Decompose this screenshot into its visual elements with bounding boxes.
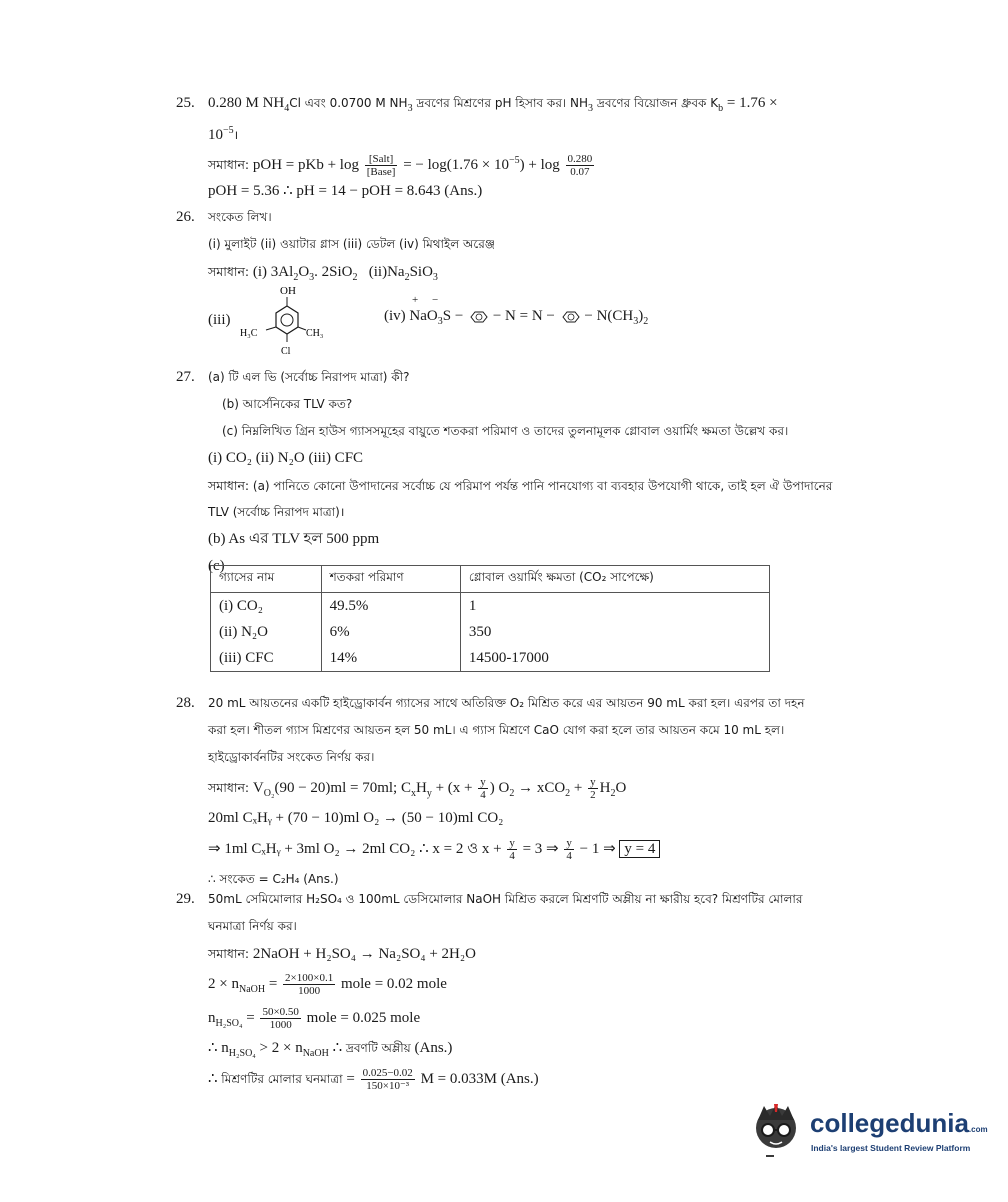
- question-28: 28. 20 mL আয়তনের একটি হাইড্রোকার্বন গ্যাসের সাথে অতিরিক্ত O₂ মিশ্রিত করে এর আয়তন 90 mL করা হল। এরপর তা দহন করা হল। শীতল গ্যাস মিশ্রণের আয়তন হল 50 mL। এ গ্যাস মিশ্রণে CaO যোগ করা হলে তার আয়তন কমে 10 mL হল। হাইড্রোকার্বনটির সংকেত নির্ণয় কর। সমাধান: $V_{O_2}(90 - 20)ml = 70ml$; $C_xH_y + (x$ + $\frac{y}{4}$ ) $O_2 \to xCO_2$ + $\frac{y}{2}$ $H_2O$ 20ml CₓHᵧ + (70 − 10)ml O₂ → (50 − 10)ml CO₂ ⇒ 1ml CₓHᵧ + 3ml O₂ → 2ml CO₂ ∴ x = 2 ও x + $\frac{y}{4}$ = 3 ⇒ $\frac{y}{4}$ − 1 ⇒ y = 4 ∴ সংকেত = C₂H₄ (Ans.): [176, 690, 856, 893]
- dettol-structure: [236, 282, 336, 360]
- fraction: $\frac{0.280}{0.07}$: [567, 153, 593, 179]
- question-number: 26.: [176, 209, 195, 225]
- q25-solution: সমাধান: pOH = pKb + log $\frac{\text{[Salt]}}{\text{[Base]}}$ = − $\log(1.76 \times 10^{-5}) + \log$ $\frac{0.280}{0.07}$: [208, 153, 593, 179]
- brand-name: collegedunia.com: [810, 1108, 988, 1138]
- question-number: 29.: [176, 891, 195, 907]
- q26-items: (i) মুলাইট (ii) ওয়াটার গ্লাস (iii) ডেটল (iv) মিথাইল অরেঞ্জ: [208, 237, 496, 251]
- benzene-ring-icon: [559, 310, 581, 324]
- table-header-row: গ্যাসের নাম শতকরা পরিমাণ গ্লোবাল ওয়ার্মিং ক্ষমতা (CO₂ সাপেক্ষে): [211, 566, 770, 593]
- bond: [266, 327, 276, 330]
- bond: [298, 327, 306, 330]
- boxed-answer: y = 4: [619, 840, 660, 858]
- aromatic-circle: [281, 314, 293, 326]
- fraction: $\frac{\text{[Salt]}}{\text{[Base]}}$: [366, 153, 396, 179]
- question-number: 27.: [176, 369, 195, 385]
- q26-solution: সমাধান: (i) $3Al_2O_3$. 2SiO$_2$ $(ii)Na_2SiO_3$: [208, 264, 438, 283]
- question-27: 27. (a) টি এল ভি (সর্বোচ্চ নিরাপদ মাত্রা) কী? (b) আর্সেনিকের TLV কত? (c) নিম্নলিখিত গ্রিন হাউস গ্যাসসমূহের বায়ুতে শতকরা পরিমাণ ও তাদের তুলনামূলক গ্লোবাল ওয়ার্মিং ক্ষমতা উল্লেখ কর। (i) CO₂ (ii) N₂O (iii) CFC সমাধান: (a) পানিতে কোনো উপাদানের সর্বোচ্চ যে পরিমাপ পর্যন্ত পানি পানযোগ্য বা ব্যবহার উপযোগী থাকে, তাই হল ঐ উপাদানের TLV (সর্বোচ্চ নিরাপদ মাত্রা)। (b) As এর TLV হল 500 ppm (c): [176, 364, 856, 580]
- benzene-ring-icon: [467, 310, 489, 324]
- benzene-ring: [276, 306, 298, 334]
- brand-tagline: India's largest Student Review Platform: [811, 1143, 971, 1153]
- table-row: (i) CO₂ 49.5% 1: [211, 593, 770, 620]
- q25-answer: pOH = 5.36 ∴ pH = 14 − pOH = 8.643 (Ans.): [208, 183, 483, 199]
- question-25: 25. 0.280 M $NH_4Cl$ এবং 0.0700 M $NH_3$ দ্রবণের মিশ্রণের pH হিসাব কর। $NH_3$ দ্রবণের বিয়োজন ধ্রুবক $K_b = 1.76$ × $10^{-5}।$ সমাধান: pOH = pKb + log $\frac{\text{[Salt]}}{\text{[Base]}}$ = − $\log(1.76 \times 10^{-5}) + \log$ $\frac{0.280}{0.07}$ pOH = 5.36 ∴ pH = 14 − pOH = 8.643 (Ans.): [176, 90, 856, 205]
- q28-solution-1: সমাধান: $V_{O_2}(90 - 20)ml = 70ml$; $C_xH_y + (x$ + $\frac{y}{4}$ ) $O_2 \to xCO_2$ + $\frac{y}{2}$ $H_2O$: [208, 776, 627, 802]
- methyl-orange-formula: + − (iv) NaO$_3$S − − N = N − − $N(CH_3)_2$: [384, 294, 649, 327]
- ch3-label: CH₃: [306, 328, 324, 339]
- table-row: (iii) CFC 14% 14500-17000: [211, 645, 770, 672]
- question-number: 28.: [176, 695, 195, 711]
- table-row: (ii) N₂O 6% 350: [211, 619, 770, 645]
- question-number: 25.: [176, 95, 195, 111]
- cl-label: Cl: [281, 346, 291, 357]
- oh-label: OH: [280, 285, 296, 297]
- q25-statement: 0.280 M $NH_4Cl$ এবং 0.0700 M $NH_3$ দ্রবণের মিশ্রণের pH হিসাব কর। $NH_3$ দ্রবণের বিয়োজন ধ্রুবক $K_b = 1.76$ ×: [208, 95, 778, 114]
- document-page: 25. 0.280 M $NH_4Cl$ এবং 0.0700 M $NH_3$ দ্রবণের মিশ্রণের pH হিসাব কর। $NH_3$ দ্রবণের বিয়োজন ধ্রুবক $K_b = 1.76$ × $10^{-5}।$ সমাধান: pOH = pKb + log $\frac{\text{[Salt]}}{\text{[Base]}}$ = − $\log(1.76 \times 10^{-5}) + \log$ $\frac{0.280}{0.07}$ pOH = 5.36 ∴ pH = 14 − pOH = 8.643 (Ans.) 26. সংকেত লিখ। (i) মুলাইট (ii) ওয়াটার গ্লাস (iii) ডেটল (iv) মিথাইল অরেঞ্জ সমাধান: (i) $3Al_2O_3$. 2SiO$_2$ $(ii)Na_2SiO_3$ (iii) OH H₃C CH₃ Cl + − (iv) NaO$_3$S − − N = N − − $N(CH_3)_2$ 27. (a) টি এল ভি (সর্বোচ্চ নিরাপদ মাত্রা) কী? (b) আর্সেনিকের TLV কত? (c) নিম্নলিখিত গ্রিন হাউস গ্যাসসমূহের বায়ুতে শতকরা পরিমাণ ও তাদের তুলনামূলক গ্লোবাল ওয়ার্মিং ক্ষমতা উল্লেখ কর। (i) CO₂ (ii) N₂O (iii) CFC সমাধান: (a) পানিতে কোনো উপাদানের সর্বোচ্চ যে পরিমাপ পর্যন্ত পানি পানযোগ্য বা ব্যবহার উপযোগী থাকে, তাই হল ঐ উপাদানের TLV (সর্বোচ্চ নিরাপদ মাত্রা)। (b) As এর TLV হল 500 ppm (c) গ্যাসের নাম শতকরা পরিমাণ গ্লোবাল ওয়ার্মিং ক্ষমতা (CO₂ সাপেক্ষে) (i) CO₂ 49.5% 1 (ii) N₂O 6% 350 (iii) CFC 14% 14500-17000 28. 20 mL আয়তনের একটি হাইড্রোকার্বন গ্যাসের সাথে অতিরিক্ত O₂ মিশ্রিত করে এর আয়তন 90 mL করা হল। এরপর তা দহন করা হল। শীতল গ্যাস মিশ্রণের আয়তন হল 50 mL। এ গ্যাস মিশ্রণে CaO যোগ করা হলে তার আয়তন কমে 10 mL হল। হাইড্রোকার্বনটির সংকেত নির্ণয় কর। সমাধান: $V_{O_2}(90 - 20)ml = 70ml$; $C_xH_y + (x$ + $\frac{y}{4}$ ) $O_2 \to xCO_2$ + $\frac{y}{2}$ $H_2O$ 20ml CₓHᵧ + (70 − 10)ml O₂ → (50 − 10)ml CO₂ ⇒ 1ml CₓHᵧ + 3ml O₂ → 2ml CO₂ ∴ x = 2 ও x + $\frac{y}{4}$ = 3 ⇒ $\frac{y}{4}$ − 1 ⇒ y = 4 ∴ সংকেত = C₂H₄ (Ans.) 29. 50mL সেমিমোলার H₂SO₄ ও 100mL ডেসিমোলার NaOH মিশ্রিত করলে মিশ্রণটি অম্লীয় না ক্ষারীয় হবে? মিশ্রণটির মোলার ঘনমাত্রা নির্ণয় কর। সমাধান: 2NaOH + H₂SO₄ → Na₂SO₄ + 2H₂O $2 \times n_{NaOH}$ = $\frac{2\times 100\times 0.1}{1000}$ mole = 0.02 mole $n_{H_2SO_4}$ = $\frac{50\times 0.50}{1000}$ mole = 0.025 mole ∴ $n_{H_2SO_4} > 2 \times n_{NaOH}$ ∴ দ্রবণটি অম্লীয় (Ans.) ∴ মিশ্রণটির মোলার ঘনমাত্রা = $\frac{0.025-0.02}{\text{150×10⁻³}}$ M = 0.033M (Ans.) collegedunia.com India's largest Student Review Platform: [0, 0, 1008, 1202]
- h3c-label: H₃C: [240, 328, 258, 339]
- question-29: 29. 50mL সেমিমোলার H₂SO₄ ও 100mL ডেসিমোলার NaOH মিশ্রিত করলে মিশ্রণটি অম্লীয় না ক্ষারীয় হবে? মিশ্রণটির মোলার ঘনমাত্রা নির্ণয় কর। সমাধান: 2NaOH + H₂SO₄ → Na₂SO₄ + 2H₂O $2 \times n_{NaOH}$ = $\frac{2\times 100\times 0.1}{1000}$ mole = 0.02 mole $n_{H_2SO_4}$ = $\frac{50\times 0.50}{1000}$ mole = 0.025 mole ∴ $n_{H_2SO_4} > 2 \times n_{NaOH}$ ∴ দ্রবণটি অম্লীয় (Ans.) ∴ মিশ্রণটির মোলার ঘনমাত্রা = $\frac{0.025-0.02}{\text{150×10⁻³}}$ M = 0.033M (Ans.): [176, 886, 856, 1096]
- question-26: 26. সংকেত লিখ। (i) মুলাইট (ii) ওয়াটার গ্লাস (iii) ডেটল (iv) মিথাইল অরেঞ্জ সমাধান: (i) $3Al_2O_3$. 2SiO$_2$ $(ii)Na_2SiO_3$: [176, 204, 856, 285]
- greenhouse-gas-table: [210, 565, 770, 672]
